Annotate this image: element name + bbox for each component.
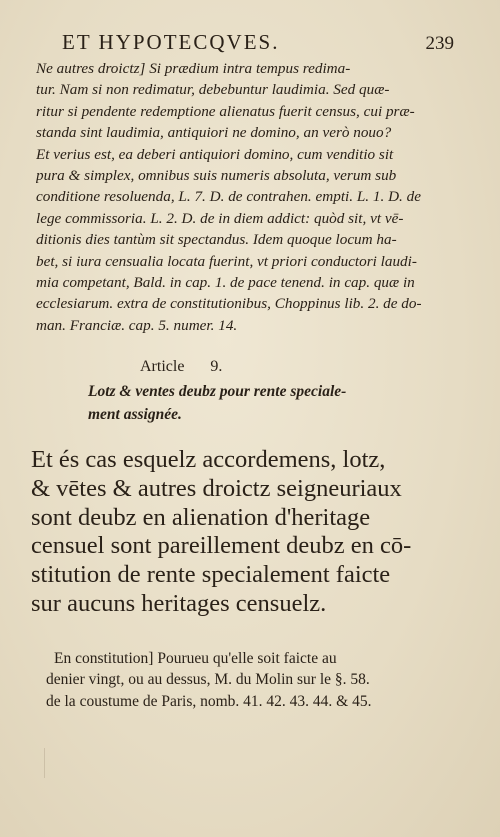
footnote (46, 648, 471, 712)
note-line: Et verius est, ea deberi antiquiori domino, cum venditio sit (36, 145, 394, 163)
note-line: mia competant, Bald. in cap. 1. de pace tenend. in cap. quæ in (36, 274, 415, 292)
article-subtitle (88, 380, 358, 426)
ink-bleed-mark (44, 748, 55, 778)
article-label: Article (140, 358, 185, 375)
note-line: standa sint laudimia, antiquiori ne domino, an verò nouo? (36, 124, 392, 142)
note-line: conditione resoluenda, L. 7. D. de contrahen. empti. L. 1. D. de (36, 188, 421, 206)
article-subtitle-line: Lotz & ventes deubz pour rente speciale- (88, 383, 347, 400)
article-heading (140, 358, 222, 376)
note-line: ritur si pendente redemptione alienatus fuerit census, cui præ- (36, 102, 415, 120)
note-line: pura & simplex, omnibus suis numeris absoluta, verum sub (36, 167, 397, 185)
note-line: Ne autres droictz] Si prædium intra tempus redima- (36, 60, 351, 77)
body-line: sur aucuns heritages censuelz. (31, 589, 327, 617)
note-line: ditionis dies tantùm sit spectandus. Idem quoque locum ha- (36, 231, 397, 249)
body-line: Et és cas esquelz accordemens, lotz, (31, 446, 386, 473)
body-line: stitution de rente specialement faicte (31, 561, 391, 589)
page-header (62, 30, 454, 56)
note-line: tur. Nam si non redimatur, debebuntur laudimia. Sed quæ- (36, 81, 390, 99)
article-number: 9. (210, 358, 223, 375)
commentary-note (36, 58, 456, 336)
footnote-line: denier vingt, ou au dessus, M. du Molin sur le §. 58. (46, 671, 370, 689)
note-line: man. Franciæ. cap. 5. numer. 14. (36, 316, 238, 334)
article-subtitle-line: ment assignée. (88, 406, 182, 423)
footnote-line: de la coustume de Paris, nomb. 41. 42. 43. 44. & 45. (46, 692, 372, 710)
body-line: sont deubz en alienation d'heritage (31, 503, 371, 531)
note-line: lege commissoria. L. 2. D. de in diem addict: quòd sit, vt vē- (36, 209, 404, 227)
note-line: bet, si iura censualia locata fuerint, vt priori conductori laudi- (36, 252, 417, 270)
page-number: 239 (425, 33, 454, 54)
article-body (31, 446, 471, 619)
body-line: & vētes & autres droictz seigneuriaux (31, 474, 402, 502)
body-line: censuel sont pareillement deubz en cō- (31, 532, 412, 560)
running-head: ET HYPOTECQVES. (62, 30, 280, 54)
note-line: ecclesiarum. extra de constitutionibus, Choppinus lib. 2. de do- (36, 295, 422, 313)
footnote-line: En constitution] Pourueu qu'elle soit faicte au (54, 650, 337, 667)
